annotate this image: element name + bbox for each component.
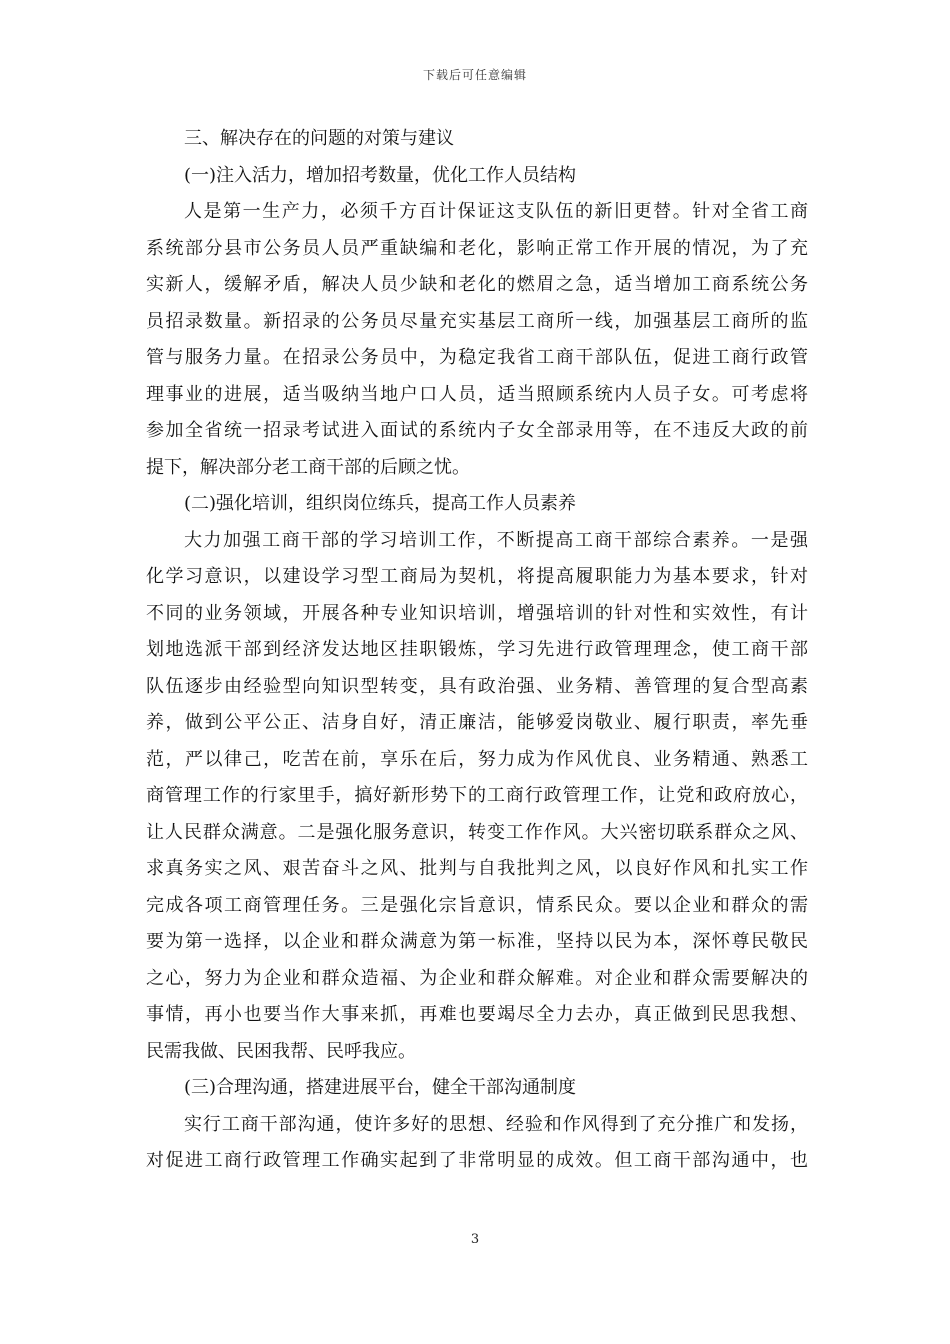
paragraph-line: 划地选派干部到经济发达地区挂职锻炼，学习先进行政管理理念，使工商干部 bbox=[146, 639, 808, 660]
paragraph-line: 民需我做、民困我帮、民呼我应。 bbox=[146, 1040, 416, 1062]
paragraph-line: 员招录数量。新招录的公务员尽量充实基层工商所一线，加强基层工商所的监 bbox=[146, 310, 808, 332]
subsection-heading: (一)注入活力，增加招考数量，优化工作人员结构 bbox=[184, 164, 577, 186]
paragraph-line: 完成各项工商管理任务。三是强化宗旨意识，情系民众。要以企业和群众的需 bbox=[146, 894, 808, 916]
paragraph-line: 系统部分县市公务员人员严重缺编和老化，影响正常工作开展的情况，为了充 bbox=[146, 237, 808, 259]
paragraph-line: 实行工商干部沟通，使许多好的思想、经验和作风得到了充分推广和发扬， bbox=[184, 1113, 808, 1135]
page-number: 3 bbox=[470, 1232, 480, 1247]
paragraph-line: 理事业的进展，适当吸纳当地户口人员，适当照顾系统内人员子女。可考虑将 bbox=[146, 383, 808, 405]
paragraph-line: 之心，努力为企业和群众造福、为企业和群众解难。对企业和群众需要解决的 bbox=[146, 967, 808, 989]
subsection-heading: (二)强化培训，组织岗位练兵，提高工作人员素养 bbox=[184, 493, 577, 514]
paragraph-line: 商管理工作的行家里手，搞好新形势下的工商行政管理工作，让党和政府放心， bbox=[146, 785, 808, 806]
paragraph-line: 求真务实之风、艰苦奋斗之风、批判与自我批判之风，以良好作风和扎实工作 bbox=[146, 858, 808, 879]
paragraph-line: 化学习意识，以建设学习型工商局为契机，将提高履职能力为基本要求，针对 bbox=[146, 566, 808, 587]
section-heading: 三、解决存在的问题的对策与建议 bbox=[184, 128, 454, 149]
paragraph-line: 参加全省统一招录考试进入面试的系统内子女全部录用等，在不违反大政的前 bbox=[146, 420, 808, 441]
paragraph-line: 养，做到公平公正、洁身自好，清正廉洁，能够爱岗敬业、履行职责，率先垂 bbox=[146, 712, 808, 733]
subsection-heading: (三)合理沟通，搭建进展平台，健全干部沟通制度 bbox=[184, 1077, 577, 1098]
paragraph-line: 实新人，缓解矛盾，解决人员少缺和老化的燃眉之急，适当增加工商系统公务 bbox=[146, 274, 808, 295]
paragraph-line: 不同的业务领域，开展各种专业知识培训，增强培训的针对性和实效性，有计 bbox=[146, 602, 808, 624]
paragraph-line: 管与服务力量。在招录公务员中，为稳定我省工商干部队伍，促进工商行政管 bbox=[146, 347, 808, 368]
paragraph-line: 事情，再小也要当作大事来抓，再难也要竭尽全力去办，真正做到民思我想、 bbox=[146, 1004, 808, 1025]
paragraph-line: 范，严以律己，吃苦在前，享乐在后，努力成为作风优良、业务精通、熟悉工 bbox=[146, 748, 808, 770]
page-header: 下载后可任意编辑 bbox=[422, 68, 527, 82]
paragraph-line: 对促进工商行政管理工作确实起到了非常明显的成效。但工商干部沟通中，也 bbox=[146, 1150, 808, 1171]
paragraph-line: 队伍逐步由经验型向知识型转变，具有政治强、业务精、善管理的复合型高素 bbox=[146, 675, 808, 697]
paragraph-line: 让人民群众满意。二是强化服务意识，转变工作作风。大兴密切联系群众之风、 bbox=[146, 821, 808, 843]
paragraph-line: 提下，解决部分老工商干部的后顾之忧。 bbox=[146, 456, 470, 478]
paragraph-line: 人是第一生产力，必须千方百计保证这支队伍的新旧更替。针对全省工商 bbox=[184, 201, 808, 222]
paragraph-line: 大力加强工商干部的学习培训工作，不断提高工商干部综合素养。一是强 bbox=[184, 529, 808, 551]
document-body bbox=[146, 121, 808, 1180]
paragraph-line: 要为第一选择，以企业和群众满意为第一标准，坚持以民为本，深怀尊民敬民 bbox=[146, 931, 808, 952]
